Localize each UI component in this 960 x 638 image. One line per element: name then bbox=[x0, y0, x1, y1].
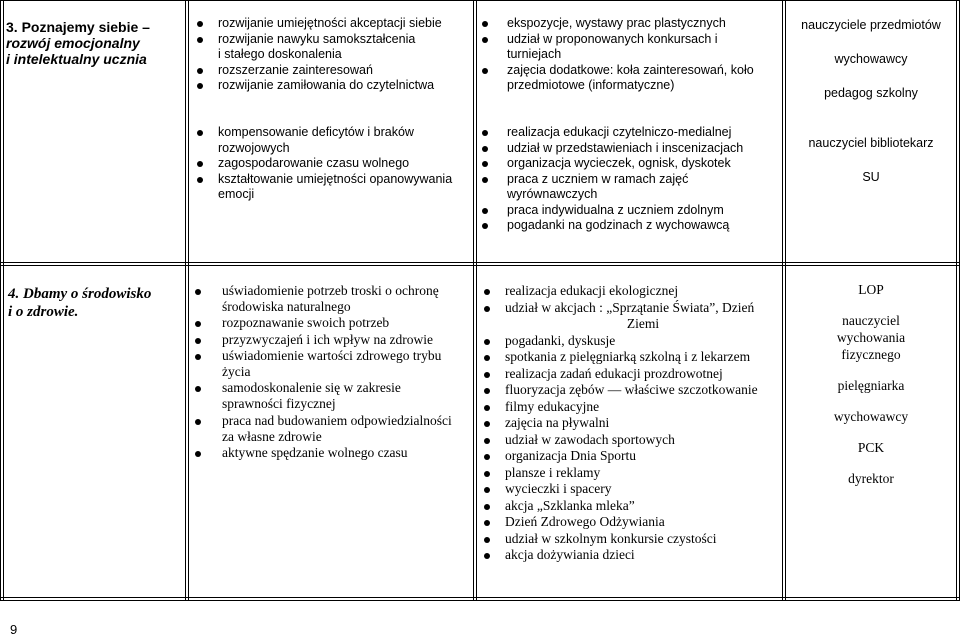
section-3-title-line3: i intelektualny ucznia bbox=[6, 51, 147, 67]
bullet-list-item bbox=[507, 16, 779, 32]
bullet-icon bbox=[482, 223, 488, 229]
responsible-item: wychowania bbox=[836, 330, 906, 345]
list-item-text: praca z uczniem w ramach zajęć bbox=[507, 171, 689, 186]
responsible-item: wychowawcy bbox=[833, 409, 909, 424]
list-item-text: kompensowanie deficytów i braków bbox=[218, 125, 414, 139]
bullet-list-item bbox=[505, 349, 781, 366]
bullet-list-item bbox=[505, 300, 781, 317]
bullet-icon bbox=[197, 161, 203, 167]
bullet-icon bbox=[484, 355, 490, 361]
bullet-list-item bbox=[507, 141, 779, 157]
bullet-list-item bbox=[218, 125, 470, 141]
bullet-icon bbox=[484, 471, 490, 477]
list-item-text: organizacja wycieczek, ognisk, dyskotek bbox=[507, 156, 731, 170]
bullet-list-item bbox=[222, 283, 472, 299]
section-3-row1-forms bbox=[507, 16, 779, 94]
bullet-icon bbox=[484, 553, 490, 559]
list-item-text: uświadomienie potrzeb troski o ochronę bbox=[222, 283, 439, 298]
section-3-title-line1: 3. Poznajemy siebie – bbox=[6, 19, 150, 35]
section-3-row1-goals bbox=[218, 16, 470, 94]
bullet-list-item bbox=[218, 16, 470, 32]
list-item-text: aktywne spędzanie wolnego czasu bbox=[222, 445, 408, 461]
list-item-continuation bbox=[507, 187, 779, 203]
list-item-text: emocji bbox=[218, 187, 255, 201]
bullet-list-item bbox=[218, 172, 470, 188]
bullet-list-item bbox=[505, 448, 781, 465]
responsible-item: SU bbox=[862, 170, 880, 184]
bullet-list-item bbox=[505, 547, 781, 564]
list-item-text: wyrównawczych bbox=[507, 187, 598, 201]
responsible-item: dyrektor bbox=[848, 471, 894, 486]
list-item-continuation bbox=[507, 47, 779, 63]
bullet-icon bbox=[482, 177, 488, 183]
section-3-title-line2: rozwój emocjonalny bbox=[6, 35, 140, 51]
section-3-row2-responsible bbox=[786, 135, 956, 186]
bullet-icon bbox=[484, 454, 490, 460]
bullet-icon bbox=[195, 338, 201, 344]
list-item-text: udział w przedstawieniach i inscenizacjach bbox=[507, 140, 744, 155]
list-item-text: rozwojowych bbox=[218, 140, 290, 155]
bullet-list-item bbox=[218, 156, 470, 172]
list-item-text: praca indywidualna z uczniem zdolnym bbox=[507, 202, 724, 217]
bullet-list-item bbox=[505, 382, 781, 399]
bullet-list-item bbox=[505, 514, 781, 531]
column-border bbox=[473, 0, 474, 600]
bullet-list-item bbox=[507, 32, 779, 48]
section-4-forms bbox=[505, 283, 781, 564]
list-item-text: uświadomienie wartości zdrowego trybu bbox=[222, 347, 442, 363]
page-number: 9 bbox=[10, 622, 18, 637]
bullet-icon bbox=[482, 146, 488, 152]
responsible-item: wychowawcy bbox=[834, 52, 908, 66]
bullet-list-item bbox=[505, 333, 781, 350]
bullet-icon bbox=[482, 208, 488, 214]
bullet-icon bbox=[195, 419, 201, 425]
bullet-list-item bbox=[218, 63, 470, 79]
list-item-text: plansze i reklamy bbox=[505, 464, 601, 480]
bullet-list-item bbox=[505, 531, 781, 548]
bullet-icon bbox=[195, 451, 201, 457]
table-divider bbox=[0, 262, 960, 263]
list-item-text: Ziemi bbox=[626, 316, 660, 331]
list-item-text: zagospodarowanie czasu wolnego bbox=[218, 156, 410, 170]
list-item-text: akcja dożywiania dzieci bbox=[505, 547, 635, 562]
column-border bbox=[956, 0, 957, 600]
list-item-text: realizacja zadań edukacji prozdrowotnej bbox=[505, 365, 723, 381]
bullet-icon bbox=[484, 289, 490, 295]
column-border bbox=[188, 0, 189, 600]
bullet-list-item bbox=[505, 399, 781, 416]
bullet-list-item bbox=[222, 332, 472, 348]
bullet-icon bbox=[484, 421, 490, 427]
column-border bbox=[185, 0, 186, 600]
section-4-title bbox=[8, 285, 184, 321]
section-3-row1-responsible bbox=[786, 17, 956, 102]
bullet-list-item bbox=[505, 366, 781, 383]
list-item-text: rozwijanie umiejętności akceptacji siebie bbox=[218, 16, 442, 30]
responsible-item: pielęgniarka bbox=[837, 378, 905, 393]
bullet-icon bbox=[484, 306, 490, 312]
bullet-list-item bbox=[505, 498, 781, 515]
bullet-list-item bbox=[507, 63, 779, 79]
table-divider bbox=[0, 265, 960, 266]
list-item-text: przedmiotowe (informatyczne) bbox=[507, 78, 675, 92]
bullet-list-item bbox=[507, 203, 779, 219]
bullet-icon bbox=[197, 83, 203, 89]
bullet-icon bbox=[197, 37, 203, 43]
list-item-text: zajęcia na pływalni bbox=[505, 415, 610, 430]
section-3-row2-forms bbox=[507, 125, 779, 234]
bullet-list-item bbox=[222, 348, 472, 364]
bullet-icon bbox=[484, 504, 490, 510]
bullet-icon bbox=[484, 339, 490, 345]
bullet-icon bbox=[482, 68, 488, 74]
responsible-item: nauczyciel bibliotekarz bbox=[808, 136, 934, 150]
list-item-text: akcja „Szklanka mleka” bbox=[505, 497, 635, 513]
section-4-goals bbox=[222, 283, 472, 461]
list-item-text: udział w zawodach sportowych bbox=[505, 431, 675, 447]
list-item-text: rozwijanie nawyku samokształcenia bbox=[218, 31, 416, 46]
bullet-icon bbox=[484, 520, 490, 526]
list-item-text: samodoskonalenie się w zakresie bbox=[222, 380, 401, 396]
list-item-text: rozszerzanie zainteresowań bbox=[218, 62, 373, 77]
list-item-text: pogadanki, dyskusje bbox=[505, 332, 616, 348]
bullet-icon bbox=[195, 321, 201, 327]
bullet-list-item bbox=[222, 445, 472, 461]
section-4-title-line2: i o zdrowie. bbox=[8, 304, 79, 320]
list-item-text: rozpoznawanie swoich potrzeb bbox=[222, 315, 390, 331]
bullet-list-item bbox=[222, 315, 472, 331]
list-item-text: udział w proponowanych konkursach i bbox=[507, 31, 718, 46]
responsible-item: PCK bbox=[857, 440, 885, 455]
bullet-icon bbox=[195, 289, 201, 295]
bullet-list-item bbox=[507, 218, 779, 234]
bullet-icon bbox=[482, 21, 488, 27]
section-3-row2-goals bbox=[218, 125, 470, 203]
bullet-icon bbox=[484, 388, 490, 394]
list-item-text: turniejach bbox=[507, 47, 562, 61]
responsible-item: nauczyciel bbox=[842, 313, 900, 328]
responsible-item: pedagog szkolny bbox=[824, 86, 918, 100]
list-item-continuation bbox=[505, 316, 781, 333]
list-item-continuation bbox=[218, 141, 470, 157]
bullet-icon bbox=[195, 354, 201, 360]
list-item-text: rozwijanie zamiłowania do czytelnictwa bbox=[218, 78, 435, 92]
list-item-text: wycieczki i spacery bbox=[505, 481, 612, 496]
bullet-icon bbox=[482, 161, 488, 167]
bullet-list-item bbox=[507, 156, 779, 172]
bullet-list-item bbox=[222, 413, 472, 429]
list-item-text: spotkania z pielęgniarką szkolną i z lekarzem bbox=[505, 349, 751, 364]
list-item-continuation bbox=[507, 78, 779, 94]
list-item-continuation bbox=[218, 187, 470, 203]
responsible-item: nauczyciele przedmiotów bbox=[801, 18, 941, 32]
list-item-text: fluoryzacja zębów — właściwe szczotkowanie bbox=[505, 382, 758, 397]
bullet-list-item bbox=[505, 415, 781, 432]
column-border bbox=[0, 0, 1, 600]
bullet-icon bbox=[484, 438, 490, 444]
list-item-continuation bbox=[218, 47, 470, 63]
list-item-text: życia bbox=[222, 364, 251, 380]
bullet-icon bbox=[482, 130, 488, 136]
list-item-text: filmy edukacyjne bbox=[505, 398, 600, 414]
bullet-list-item bbox=[218, 32, 470, 48]
bullet-list-item bbox=[505, 283, 781, 300]
list-item-continuation bbox=[222, 429, 472, 445]
bullet-list-item bbox=[218, 78, 470, 94]
bullet-list-item bbox=[505, 432, 781, 449]
list-item-text: Dzień Zdrowego Odżywiania bbox=[505, 514, 665, 529]
bullet-icon bbox=[197, 130, 203, 136]
section-4-title-line1: 4. Dbamy o środowisko bbox=[8, 286, 152, 302]
list-item-text: środowiska naturalnego bbox=[222, 299, 351, 315]
list-item-continuation bbox=[222, 396, 472, 412]
bullet-list-item bbox=[222, 380, 472, 396]
list-item-text: realizacja edukacji ekologicznej bbox=[505, 283, 679, 298]
table-bottom-border bbox=[0, 600, 960, 601]
list-item-text: ekspozycje, wystawy prac plastycznych bbox=[507, 16, 726, 30]
bullet-icon bbox=[197, 21, 203, 27]
bullet-icon bbox=[484, 487, 490, 493]
column-border bbox=[3, 0, 4, 600]
bullet-icon bbox=[197, 177, 203, 183]
list-item-text: i stałego doskonalenia bbox=[218, 47, 342, 61]
list-item-continuation bbox=[222, 364, 472, 380]
bullet-list-item bbox=[507, 125, 779, 141]
list-item-text: udział w szkolnym konkursie czystości bbox=[505, 530, 717, 546]
list-item-text: zajęcia dodatkowe: koła zainteresowań, koło bbox=[507, 62, 754, 77]
bullet-icon bbox=[484, 405, 490, 411]
column-border bbox=[476, 0, 477, 600]
section-3-title bbox=[6, 19, 184, 67]
bullet-icon bbox=[197, 68, 203, 74]
list-item-text: sprawności fizycznej bbox=[222, 396, 336, 412]
list-item-text: za własne zdrowie bbox=[222, 428, 322, 444]
table-bottom-border bbox=[0, 597, 960, 598]
bullet-list-item bbox=[507, 172, 779, 188]
table-top-border bbox=[0, 0, 960, 1]
list-item-text: organizacja Dnia Sportu bbox=[505, 448, 636, 463]
bullet-icon bbox=[484, 372, 490, 378]
bullet-icon bbox=[482, 37, 488, 43]
column-border bbox=[782, 0, 783, 600]
responsible-item: fizycznego bbox=[841, 347, 901, 362]
section-4-responsible bbox=[786, 281, 956, 487]
list-item-text: praca nad budowaniem odpowiedzialności bbox=[222, 412, 452, 428]
bullet-list-item bbox=[505, 481, 781, 498]
list-item-text: realizacja edukacji czytelniczo-medialnej bbox=[507, 125, 732, 139]
list-item-text: udział w akcjach : „Sprzątanie Świata”, Dzień bbox=[505, 299, 755, 315]
bullet-icon bbox=[484, 537, 490, 543]
bullet-list-item bbox=[505, 465, 781, 482]
list-item-text: przyzwyczajeń i ich wpływ na zdrowie bbox=[222, 331, 434, 347]
list-item-text: kształtowanie umiejętności opanowywania bbox=[218, 171, 453, 186]
list-item-text: pogadanki na godzinach z wychowawcą bbox=[507, 218, 730, 232]
responsible-item: LOP bbox=[858, 282, 884, 297]
bullet-icon bbox=[195, 386, 201, 392]
list-item-continuation bbox=[222, 299, 472, 315]
